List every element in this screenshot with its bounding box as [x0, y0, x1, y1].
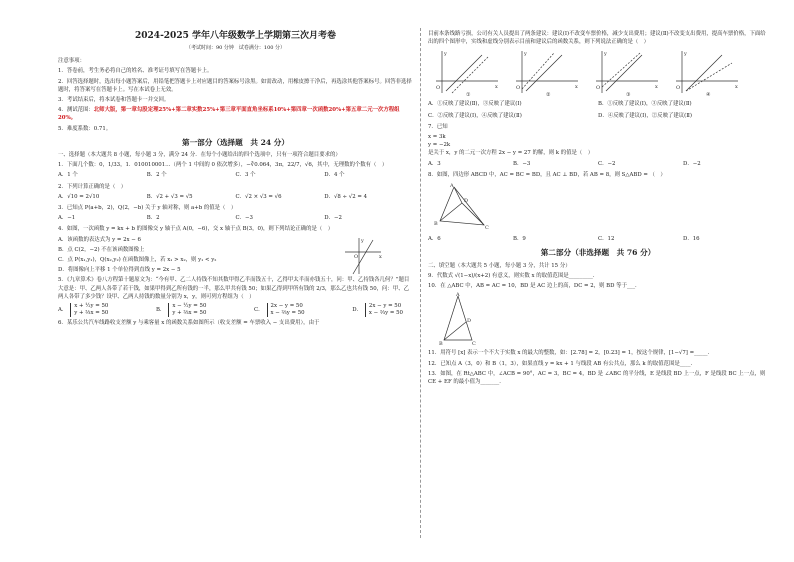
q4-option-b: B．点 C(2，−2) 不在该函数图像上 [58, 246, 145, 253]
q4-x-label: x [379, 253, 382, 260]
q4-option-c: C．点 P(x₁,y₁)，Q(x₂,y₂) 在函数图像上，若 x₁ > x₂，则 y₁ < y₂ [58, 257, 217, 264]
question-1: 1．下面几个数：0，1/33，1．010010001…（两个 1 中间的 0 依次增多），−∛0.064，3π，22/7，√6，其中，无理数的个数有（ ） [58, 162, 388, 169]
q1-option-b: B．2 个 [146, 172, 167, 179]
question-3: 3．已知点 P(a+b，2)，Q(2，−b) 关于 y 轴对称，则 a+b 的值是（ ） [58, 205, 237, 212]
q8-options [428, 235, 768, 243]
question-5: 5．《九章算术》卷八方程第十题原文为：“今有甲、乙二人持钱不知其数甲得乙半而钱五十，乙得甲太半而亦钱五十，问：甲、乙持钱各几何？”题目大意是：甲、乙两人各带了若干钱，如果甲得到乙所有钱的一半，那么甲共有钱 50；如果乙得到甲所有钱的 2/3，那么乙也共有钱 50，问：甲、乙两人各带了多少钱？设甲、乙两人持钱的数量分别为 x，y，则可列方程组为（ ） [58, 277, 410, 300]
q8-label-d: D [464, 198, 469, 205]
q1-option-a: A．1 个 [58, 172, 78, 179]
q7-options [428, 160, 768, 168]
q1-options [58, 171, 413, 179]
q6-g2-suggested-line [522, 53, 554, 89]
q6-g3-x-label: x [655, 84, 658, 91]
q6-g3-origin: O [596, 85, 601, 92]
q10-label-c: C [472, 341, 476, 347]
q6-g2-origin: O [516, 85, 521, 92]
notice-4-prefix: 4．测试范围： [58, 107, 94, 114]
part2-intro: 二、填空题（本大题共 5 小题，每小题 3 分，共计 15 分） [428, 262, 571, 269]
q8-option-a: A．6 [428, 236, 441, 243]
q2-option-d: D．√8 ÷ √2 = 4 [324, 193, 368, 200]
q10-label-b: B [439, 341, 443, 347]
q1-option-c: C．3 个 [235, 172, 256, 179]
q6-g1-number: ① [466, 92, 471, 98]
q1-option-d: D．4 个 [324, 172, 345, 179]
part1-title: 第一部分（选择题 共 24 分） [182, 137, 289, 147]
q6-option-c: C．②反映了建议(Ⅰ)，④反映了建议(Ⅱ) [428, 112, 522, 119]
q5-c-eq2: x − ⅔y = 50 [270, 310, 305, 317]
q6-g2-x-label: x [575, 84, 578, 91]
q7-option-a: A．3 [428, 160, 441, 167]
q6-graph-2 [512, 49, 582, 97]
part1-intro: 一、选择题（本大题共 8 小题，每小题 3 分，满分 24 分．在每个小题给出的四个选项中，只有一项符合题目要求的） [58, 152, 341, 159]
question-7 [428, 123, 768, 131]
question-4: 4．如图，一次函数 y = kx + b 的图像交 y 轴于点 A(0，−6)，交 x 轴于点 B(3，0)，则下列结论正确的是（ ） [58, 226, 334, 233]
q6-g3-current-line [606, 55, 642, 91]
q7-suffix: 是关于 x，y 的二元一次方程 2x − y = 27 的解，则 k 的值是（ ） [428, 150, 594, 157]
q3-option-b: B．2 [146, 215, 160, 222]
q6-g2-current-line [526, 55, 562, 91]
q8-diagonal-bd [440, 203, 462, 221]
q4-line-graph [343, 236, 383, 276]
q4-y-label: y [361, 237, 364, 244]
notice-1: 1．答卷前，考生务必将自己的姓名、准考证号填写在答题卡上。 [58, 68, 213, 75]
q6-options-row2 [428, 112, 768, 120]
q5-b-eq2: y + ⅔x = 50 [172, 310, 207, 317]
q6-g4-origin: O [676, 85, 681, 92]
q3-option-a: A．−1 [58, 215, 76, 222]
notice-3: 3．考试结束后，将本试卷和答题卡一并交回。 [58, 97, 170, 104]
q6-g3-number: ③ [626, 92, 631, 98]
part2-title: 第二部分（非选择题 共 76 分） [540, 248, 656, 258]
q6-option-a: A．①反映了建议(Ⅱ)，③反映了建议(Ⅰ) [428, 101, 522, 108]
question-9: 9．代数式 √(1−x)/(x+2) 有意义，则实数 x 的取值范围是_________． [428, 272, 599, 279]
q7-eq2: y = −2k [428, 142, 451, 149]
notice-4 [58, 106, 413, 122]
q5-options [58, 303, 413, 317]
q4-option-d: D．将图像向上平移 1 个单位得到直线 y = 2x − 5 [58, 267, 181, 274]
question-12: 12．已知点 A（3，0）和 B（1，3），如果直线 y = kx + 1 与线段 AB 有公共点，那么 k 的取值范围是____． [428, 360, 696, 367]
q6-g4-y-label: y [684, 51, 687, 58]
q5-option-a [58, 303, 118, 317]
q6-g4-suggested-line [686, 63, 732, 91]
q8-quadrilateral-outline [440, 187, 484, 225]
q10-label-a: A [456, 292, 460, 299]
q7-option-c: C．−2 [598, 160, 616, 167]
left-column [58, 30, 413, 329]
exam-title: 2024-2025 学年八年级数学上学期第三次月考卷 [135, 31, 336, 41]
column-divider [420, 28, 421, 538]
q7-prefix: 7．已知 [428, 123, 448, 130]
q6-g1-x-label: x [495, 84, 498, 91]
question-11: 11．用符号 [x] 表示一个不大于实数 x 的最大的整数，如：[2.78] = 2，[0.23] = 1，按这个规律，[1−√7] =_____． [428, 350, 713, 357]
q3-option-c: C．−3 [235, 215, 253, 222]
q6-graph-3 [592, 49, 662, 97]
q6-graphs [432, 49, 768, 97]
q4-origin-label: O [354, 253, 359, 260]
q10-triangle-figure [438, 292, 478, 346]
q6-graph-4 [672, 49, 742, 97]
q6-g4-number: ④ [706, 92, 711, 98]
q5-option-b [156, 303, 216, 317]
q8-label-b: B [434, 221, 438, 228]
q7-eq1: x = 3k [428, 134, 446, 141]
q3-option-d: D．−2 [324, 215, 342, 222]
q6-g4-current-line [686, 55, 722, 91]
q10-altitude-bd [444, 322, 466, 340]
q6-graph-1 [432, 49, 502, 97]
q8-option-d: D．16 [683, 236, 700, 243]
q6-g4-x-label: x [735, 84, 738, 91]
question-13: 13．如图，在 Rt△ABC 中，∠ACB = 90°，AC = 3，BC = 4，BD 是 ∠ABC 的平分线，E 是线段 BD 上一点，F 是线段 BC 上一点，则 CE + EF 的最小值为_______． [428, 370, 766, 386]
q5-option-b-label: B． [155, 306, 166, 313]
q6-g3-suggested-line [602, 53, 640, 87]
q5-a-eq2: y + ⅔x = 50 [74, 310, 109, 317]
q5-option-d [352, 303, 413, 317]
test-scope: 北师大版，第一章勾股定理25%+第二章实数25%+第三章平面直角坐标系10%+第四章一次函数20%+第五章二元一次方程组20%。 [58, 107, 400, 122]
q2-option-c: C．√2 × √3 = √6 [235, 193, 282, 200]
q6-g3-y-label: y [604, 51, 607, 58]
q4-option-a: A．该函数的表达式为 y = 2x − 6 [58, 236, 141, 243]
q6-g1-y-label: y [444, 51, 447, 58]
exam-subtitle: （考试时间：90 分钟 试卷满分：100 分） [185, 45, 286, 51]
q7-option-d: D．−2 [683, 160, 701, 167]
q5-system-b [168, 303, 206, 317]
q10-label-d: D [467, 318, 472, 325]
q6-option-d: D．④反映了建议(Ⅰ)，②反映了建议(Ⅱ) [598, 112, 692, 119]
q5-system-d [365, 303, 403, 317]
q6-option-b: B．①反映了建议(Ⅰ)，③反映了建议(Ⅱ) [598, 101, 692, 108]
q2-option-b: B．√2 + √3 = √5 [146, 193, 193, 200]
question-8: 8．如图，四边形 ABCD 中，AC = BC = BD，且 AC ⊥ BD，若 AB = 8，则 S△ABD = （ ） [428, 171, 666, 178]
notice-5: 5．难度系数：0.71。 [58, 125, 112, 132]
question-10: 10．在 △ABC 中，AB = AC = 10，BD 是 AC 边上的高，DC = 2，则 BD 等于___． [428, 283, 641, 290]
q8-label-a: A [450, 183, 454, 190]
q2-option-a: A．√10 = 2√10 [58, 193, 100, 200]
q6-g2-number: ② [546, 92, 551, 98]
q6-options-row1 [428, 100, 768, 108]
q5-option-c [254, 303, 315, 317]
q2-options [58, 193, 413, 201]
q8-option-b: B．9 [513, 236, 526, 243]
q8-quadrilateral-figure [432, 181, 492, 231]
q5-system-c [267, 303, 305, 317]
right-column [428, 30, 768, 388]
question-6: 6．某乐公共汽车线路收支差额 y 与乘客量 x 的函数关系如图所示（收支差额 = 车票收入 − 支出费用），由于 [58, 320, 320, 327]
q5-d-eq2: x − ⅔y = 50 [368, 310, 403, 317]
q6-g1-origin: O [436, 85, 441, 92]
q6-g1-suggested-line [452, 57, 488, 93]
notice-2: 2．回答选择题时，选出每小题答案后，用铅笔把答题卡上对应题目的答案标号涂黑。如需改动，用橡皮擦干净后，再选涂其他答案标号。回答非选择题时，将答案写在答题卡上。写在本试卷上无效。 [58, 78, 412, 93]
q5-option-d-label: D． [352, 306, 362, 313]
q5-option-c-label: C． [254, 306, 264, 313]
q5-system-a [70, 303, 108, 317]
notice-heading: 注意事项： [58, 58, 85, 65]
q5-d-eq1: 2x − y = 50 [368, 303, 402, 310]
q8-label-c: C [485, 225, 489, 232]
q6-g2-y-label: y [524, 51, 527, 58]
q8-option-c: C．12 [598, 236, 615, 243]
q6-g1-current-line [446, 55, 482, 91]
question-2: 2．下列计算正确的是（ ） [58, 183, 127, 190]
q5-c-eq1: 2x − y = 50 [270, 303, 303, 310]
question-6-continued: 目前本条线路亏损，公司有关人员提出了两条建议：建议(Ⅰ)不改变车票价格，减少支出费用；建议(Ⅱ)不改变支出费用，提高车票价格，下面给出的四个图形中，实线和虚线分别表示目前和建议后的函数关系，则下列说法正确的是（ ） [428, 31, 766, 46]
q5-option-a-label: A． [58, 306, 68, 313]
q5-a-eq1: x + ½y = 50 [74, 303, 109, 310]
q7-option-b: B．−3 [513, 160, 531, 167]
q5-b-eq1: x − ½y = 50 [172, 303, 207, 310]
q3-options [58, 214, 413, 222]
